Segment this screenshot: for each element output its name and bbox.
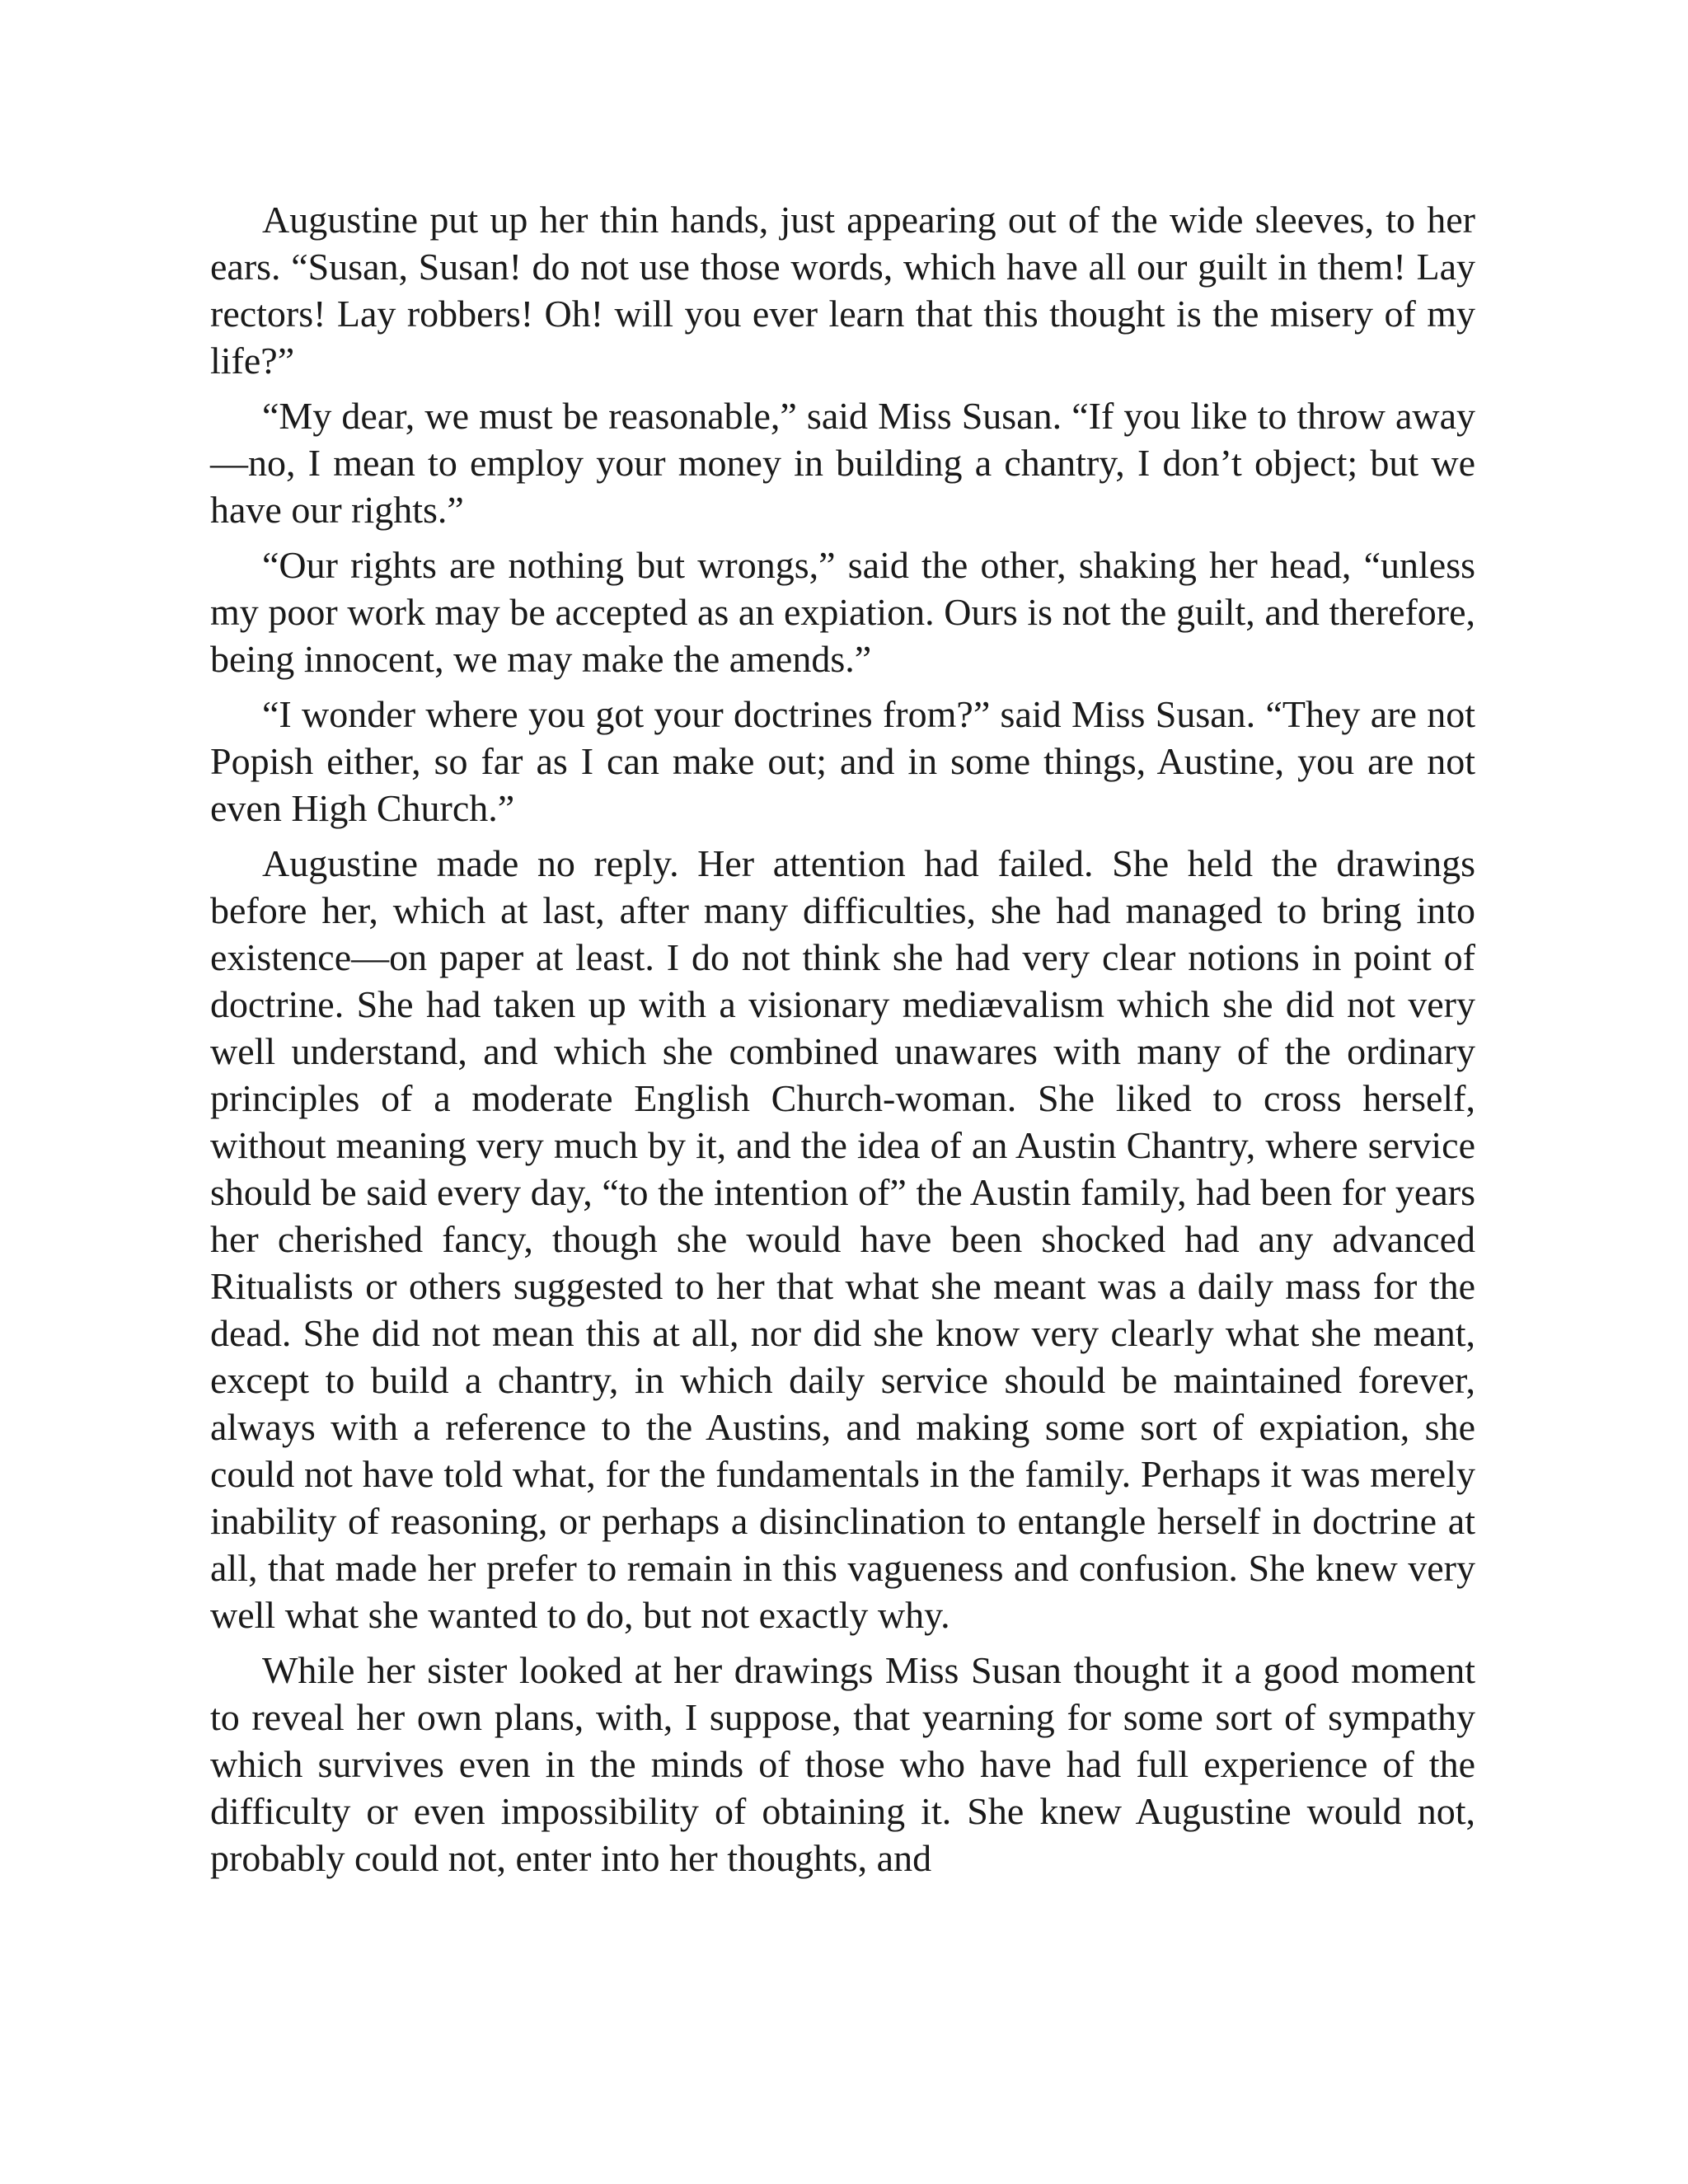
paragraph-2: “My dear, we must be reasonable,” said Miss Susan. “If you like to throw away—no, I mean to employ your money in building a chantry, I don’t object; but we have our rights.” [210,395,1475,531]
book-page [210,196,1475,1890]
paragraph-4: “I wonder where you got your doctrines from?” said Miss Susan. “They are not Popish either, so far as I can make out; and in some things, Austine, you are not even High Church.” [210,693,1475,829]
paragraph-6: While her sister looked at her drawings Miss Susan thought it a good moment to reveal her own plans, with, I suppose, that yearning for some sort of sympathy which survives even in the minds of those who have had full experience of the difficulty or even impossibility of obtaining it. She knew Augustine would not, probably could not, enter into her thoughts, and [210,1649,1475,1879]
paragraph-1: Augustine put up her thin hands, just appearing out of the wide sleeves, to her ears. “Susan, Susan! do not use those words, which have all our guilt in them! Lay rectors! Lay robbers! Oh! will you ever learn that this thought is the misery of my life?” [210,199,1475,382]
paragraph-5: Augustine made no reply. Her attention had failed. She held the drawings before her, which at last, after many difficulties, she had managed to bring into existence—on paper at least. I do not think she had very clear notions in point of doctrine. She had taken up with a visionary mediævalism which she did not very well understand, and which she combined unawares with many of the ordinary principles of a moderate English Church-woman. She liked to cross herself, without meaning very much by it, and the idea of an Austin Chantry, where service should be said every day, “to the intention of” the Austin family, had been for years her cherished fancy, though she would have been shocked had any advanced Ritualists or others suggested to her that what she meant was a daily mass for the dead. She did not mean this at all, nor did she know very clearly what she meant, except to build a chantry, in which daily service should be maintained forever, always with a reference to the Austins, and making some sort of expiation, she could not have told what, for the fundamentals in the family. Perhaps it was merely inability of reasoning, or perhaps a disinclination to entangle herself in doctrine at all, that made her prefer to remain in this vagueness and confusion. She knew very well what she wanted to do, but not exactly why. [210,842,1475,1636]
paragraph-3: “Our rights are nothing but wrongs,” said the other, shaking her head, “unless my poor work may be accepted as an expiation. Ours is not the guilt, and therefore, being innocent, we may make the amends.” [210,544,1475,680]
